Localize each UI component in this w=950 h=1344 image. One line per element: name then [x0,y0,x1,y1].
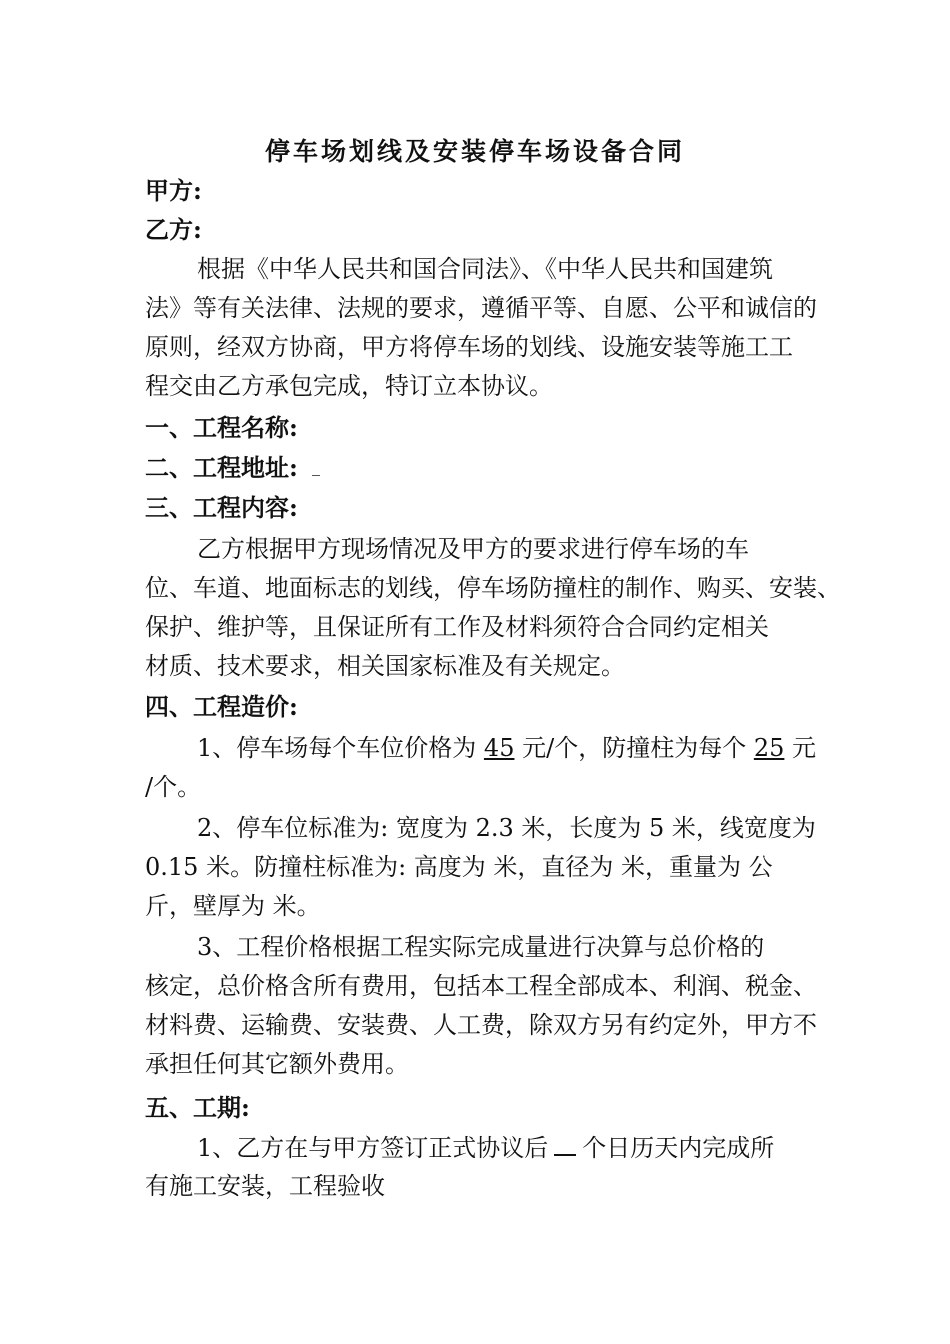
section-2-heading [145,453,320,483]
section-5-heading: 五、工期: [145,1093,250,1122]
p4-2-line-3: 斤，壁厚为 米。 [145,892,321,920]
party-b-label: 乙方: [145,215,202,244]
s3-line-1: 乙方根据甲方现场情况及甲方的要求进行停车场的车 [197,535,749,563]
p4-2-line-1: 2、停车位标准为: 宽度为 2.3 米，长度为 5 米，线宽度为 [197,814,816,842]
section-1-heading: 一、工程名称: [145,413,298,442]
s3-line-3: 保护、维护等，且保证所有工作及材料须符合合同约定相关 [145,613,769,641]
p5-1-line-1 [197,1132,774,1163]
p4-1-text-b: 元/个，防撞柱为每个 [522,734,747,762]
p4-1-line-1 [197,733,816,763]
p4-1-text-a: 1、停车场每个车位价格为 [197,734,477,762]
p4-1-line-2: /个。 [145,773,202,801]
intro-line-4: 程交由乙方承包完成，特订立本协议。 [145,372,553,400]
document-title: 停车场划线及安装停车场设备合同 [264,137,685,166]
section-3-heading: 三、工程内容: [145,493,298,522]
p5-1-line-2: 有施工安装，工程验收 [145,1172,385,1200]
p4-2-line-2: 0.15 米。防撞柱标准为: 高度为 米，直径为 米，重量为 公 [145,853,773,881]
bollard-price-value: 25 [753,734,785,762]
space-price-value: 45 [483,734,515,762]
p5-1-text-b: 个日历天内完成所 [582,1134,775,1162]
p4-3-line-1: 3、工程价格根据工程实际完成量进行决算与总价格的 [197,933,765,961]
p4-3-line-3: 材料费、运输费、安装费、人工费，除双方另有约定外，甲方不 [145,1011,817,1039]
section-4-heading: 四、工程造价: [145,692,298,721]
p4-3-line-4: 承担任何其它额外费用。 [145,1050,409,1078]
p4-1-text-c: 元 [792,734,817,762]
s3-line-4: 材质、技术要求，相关国家标准及有关规定。 [145,652,625,680]
section-2-label: 二、工程地址: [145,453,298,482]
address-blank [312,465,320,476]
intro-line-1: 根据《中华人民共和国合同法》、《中华人民共和国建筑 [197,255,773,283]
p4-3-line-2: 核定，总价格含所有费用，包括本工程全部成本、利润、税金、 [145,972,817,1000]
intro-line-3: 原则，经双方协商，甲方将停车场的划线、设施安装等施工工 [145,333,793,361]
s3-line-2: 位、车道、地面标志的划线，停车场防撞柱的制作、购买、安装、 [145,574,841,602]
intro-line-2: 法》等有关法律、法规的要求，遵循平等、自愿、公平和诚信的 [145,294,817,322]
party-a-label: 甲方: [145,176,202,205]
p5-1-text-a: 1、乙方在与甲方签订正式协议后 [197,1134,549,1162]
days-blank [554,1132,576,1156]
